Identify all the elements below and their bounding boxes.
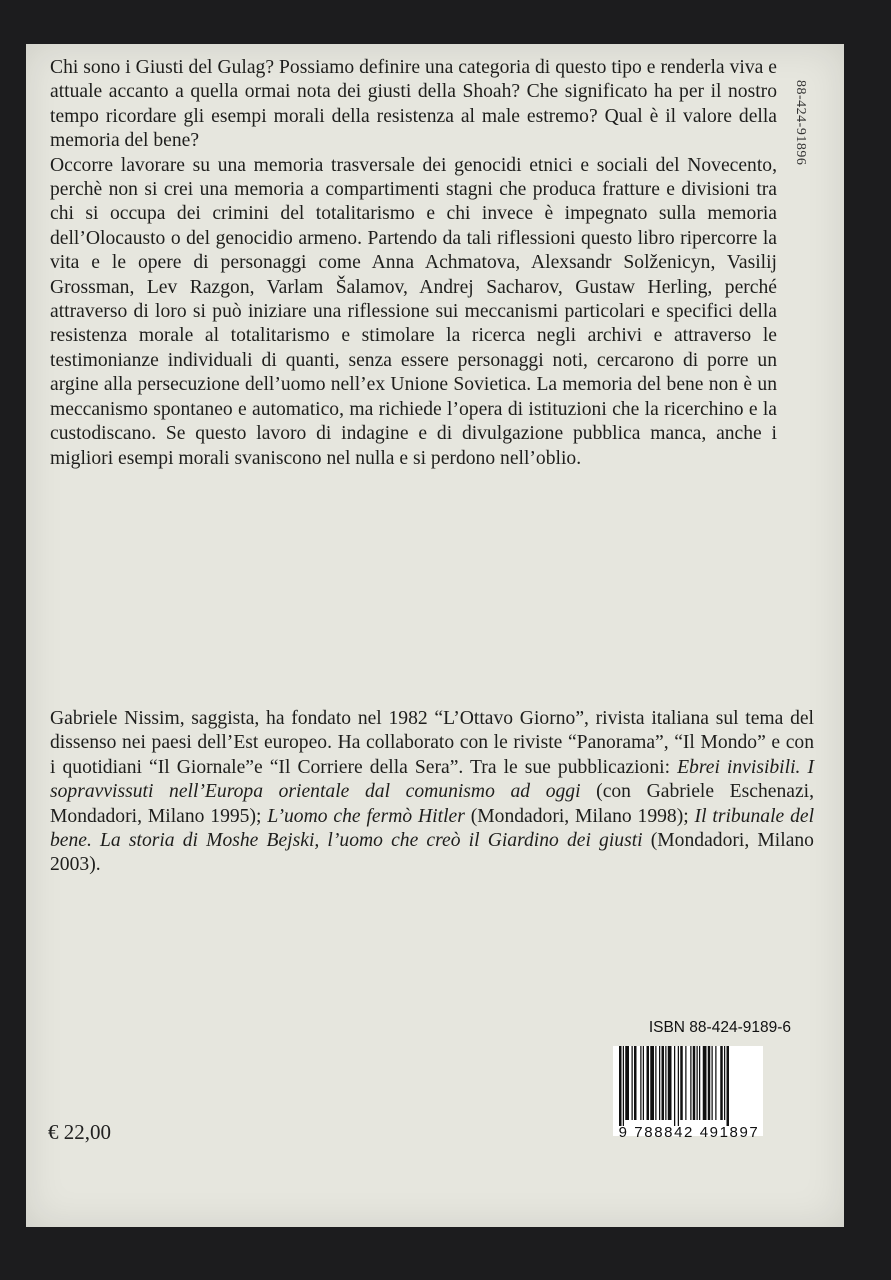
bio-text-2: (con Gabriele Eschenazi, Mondadori, Milano 1995); [50,781,814,827]
barcode-bar [699,1046,700,1120]
barcode-bar [680,1046,683,1120]
barcode-bar [697,1046,698,1120]
barcode-bar [665,1046,666,1120]
barcode-bar [720,1046,723,1120]
blurb-paragraph-2: Occorre lavorare su una memoria trasversale dei genocidi etnici e sociali del Novecento, perchè non si crei una memoria a compartimenti stagni che produca fratture e divisioni tra chi si occupa dei crimini del totalitarismo e chi invece è impegnato sulla memoria dell’Olocausto o del genocidio armeno. Partendo da tali riflessioni questo libro ripercorre la vita e le opere di personaggi come Anna Achmatova, Alexsandr Solženicyn, Vasilij Grossman, Lev Razgon, Varlam Šalamov, Andrej Sacharov, Gustaw Herling, perché attraverso di loro si può iniziare una riflessione sui meccanismi particolari e specifici della resistenza morale al totalitarismo e stimolare la ricerca negli archivi e attraverso le testimonianze individuali di quanti, senza essere personaggi noti, cercarono di porre un argine alla persecuzione dell’uomo nell’ex Unione Sovietica. La memoria del bene non è un meccanismo spontaneo e automatico, ma richiede l’opera di istituzioni che la ricerchino e la custodiscano. Se questo lavoro di indagine e di divulgazione pubblica manca, anche i migliori esempi morali svaniscono nel nulla e si perdono nell’oblio. [50,154,777,469]
barcode-digits: 9 788842 491897 [618,1124,760,1141]
barcode-bar [690,1046,691,1120]
author-bio [50,707,814,878]
price-label: € 22,00 [48,1120,111,1144]
barcode-bar [685,1046,686,1120]
barcode-bar [693,1046,696,1120]
bio-title-2: L’uomo che fermò Hitler [267,805,465,827]
barcode-bar [623,1046,624,1126]
barcode [613,1046,763,1136]
barcode-bar [678,1046,679,1126]
barcode-bar [703,1046,707,1120]
barcode-bar [708,1046,711,1120]
barcode-bar [724,1046,725,1120]
bio-text-4: (Mondadori, Milano 2003). [50,830,814,876]
barcode-bar [655,1046,656,1120]
barcode-bar [640,1046,641,1120]
bio-title-3: Il tribunale del bene. La storia di Moshe Bejski, l’uomo che creò il Giardino dei giusti [50,805,815,852]
barcode-bar [632,1046,633,1120]
barcode-bar [712,1046,713,1120]
isbn-label: ISBN 88-424-9189-6 [648,1019,791,1036]
barcode-bar [647,1046,650,1120]
side-code: 88-424-91896 [793,80,808,166]
barcode-bar [634,1046,637,1120]
barcode-bar [715,1046,716,1120]
barcode-bar [643,1046,644,1120]
barcode-bar [668,1046,672,1120]
barcode-bar [727,1046,730,1126]
blurb-paragraph-1: Chi sono i Giusti del Gulag? Possiamo definire una categoria di questo tipo e renderla viva e attuale accanto a quella ormai nota dei giusti della Shoah? Che significato ha per il nostro tempo ricordare gli esempi morali della resistenza al male estremo? Qual è il valore della memoria del bene? [50,57,777,152]
barcode-bar [650,1046,654,1120]
barcode-bars [613,1046,763,1126]
barcode-bar [625,1046,629,1120]
barcode-bar [674,1046,675,1126]
barcode-bar [619,1046,622,1126]
bio-title-1: Ebrei invisibili. I sopravvissuti nell’Europa orientale dal comunismo ad oggi [50,756,814,803]
barcode-bar [659,1046,660,1120]
barcode-bar [662,1046,665,1120]
blurb-text [50,56,777,471]
bio-text-1: Gabriele Nissim, saggista, ha fondato nel 1982 “L’Ottavo Giorno”, rivista italiana sul tema del dissenso nei paesi dell’Est europeo. Ha collaborato con le riviste “Panorama”, “Il Mondo” e con i quotidiani “Il Giornale”e “Il Corriere della Sera”. Tra le sue pubblicazioni: [50,708,814,778]
bio-text-3: (Mondadori, Milano 1998); [464,805,695,827]
